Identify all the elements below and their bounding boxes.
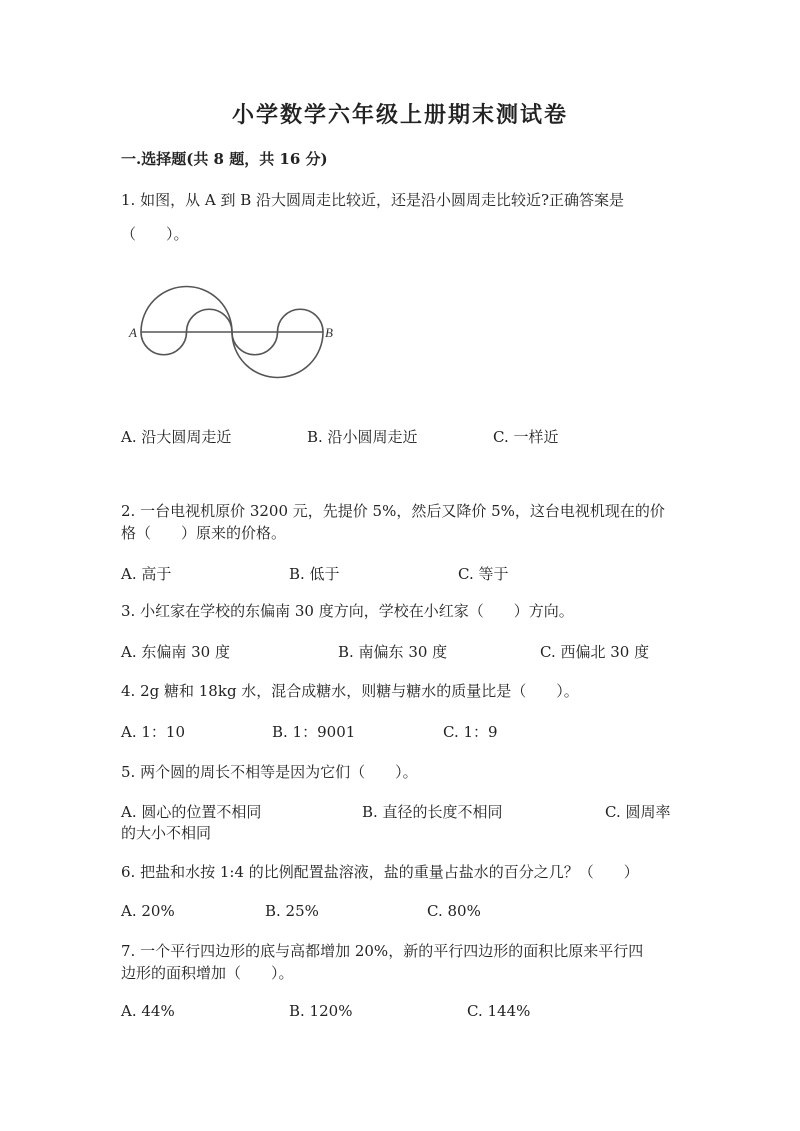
q7-option-a[interactable]: A. 44%	[121, 1002, 175, 1020]
question-6-line-1: 6. 把盐和水按 1:4 的比例配置盐溶液，盐的重量占盐水的百分之几？（ ）	[121, 863, 639, 881]
question-3-line-1: 3. 小红家在学校的东偏南 30 度方向，学校在小红家（ ）方向。	[121, 602, 574, 620]
q5-option-c-continued: 的大小不相同	[121, 824, 212, 842]
q7-option-b[interactable]: B. 120%	[289, 1002, 353, 1020]
q3-option-b[interactable]: B. 南偏东 30 度	[338, 643, 448, 661]
question-1-line-1: 1. 如图，从 A 到 B 沿大圆周走比较近，还是沿小圆周走比较近?正确答案是	[121, 191, 625, 209]
q1-option-c[interactable]: C. 一样近	[493, 428, 559, 446]
q6-option-c[interactable]: C. 80%	[427, 902, 481, 920]
q3-option-a[interactable]: A. 东偏南 30 度	[121, 643, 230, 661]
question-2-line-2: 格（ ）原来的价格。	[121, 524, 287, 542]
q1-option-b[interactable]: B. 沿小圆周走近	[307, 428, 418, 446]
q2-option-c[interactable]: C. 等于	[458, 565, 509, 583]
q7-option-c[interactable]: C. 144%	[467, 1002, 531, 1020]
q5-option-c[interactable]: C. 圆周率	[605, 803, 671, 821]
q2-option-b[interactable]: B. 低于	[289, 565, 340, 583]
section-heading: 一.选择题(共 8 题，共 16 分)	[121, 150, 328, 168]
q5-option-b[interactable]: B. 直径的长度不相同	[362, 803, 503, 821]
page-title: 小学数学六年级上册期末测试卷	[231, 102, 568, 128]
q4-option-a[interactable]: A. 1：10	[121, 723, 185, 741]
question-5-line-1: 5. 两个圆的周长不相等是因为它们（ ）。	[121, 763, 418, 781]
q6-option-a[interactable]: A. 20%	[121, 902, 175, 920]
question-7-line-2: 边形的面积增加（ ）。	[121, 964, 294, 982]
q1-option-a[interactable]: A. 沿大圆周走近	[121, 428, 232, 446]
question-2-line-1: 2. 一台电视机原价 3200 元，先提价 5%，然后又降价 5%，这台电视机现在的价	[121, 502, 665, 520]
figure-label-b: B	[325, 325, 333, 340]
semicircle-path-figure	[121, 270, 341, 390]
question-7-line-1: 7. 一个平行四边形的底与高都增加 20%，新的平行四边形的面积比原来平行四	[121, 942, 644, 960]
q4-option-b[interactable]: B. 1：9001	[272, 723, 356, 741]
q5-option-a[interactable]: A. 圆心的位置不相同	[121, 803, 262, 821]
question-4-line-1: 4. 2g 糖和 18kg 水，混合成糖水，则糖与糖水的质量比是（ ）。	[121, 682, 579, 700]
q3-option-c[interactable]: C. 西偏北 30 度	[540, 643, 650, 661]
question-1-line-2: （ ）。	[121, 225, 189, 243]
figure-label-a: A	[129, 325, 137, 340]
q4-option-c[interactable]: C. 1：9	[443, 723, 498, 741]
q2-option-a[interactable]: A. 高于	[121, 565, 172, 583]
q6-option-b[interactable]: B. 25%	[265, 902, 319, 920]
